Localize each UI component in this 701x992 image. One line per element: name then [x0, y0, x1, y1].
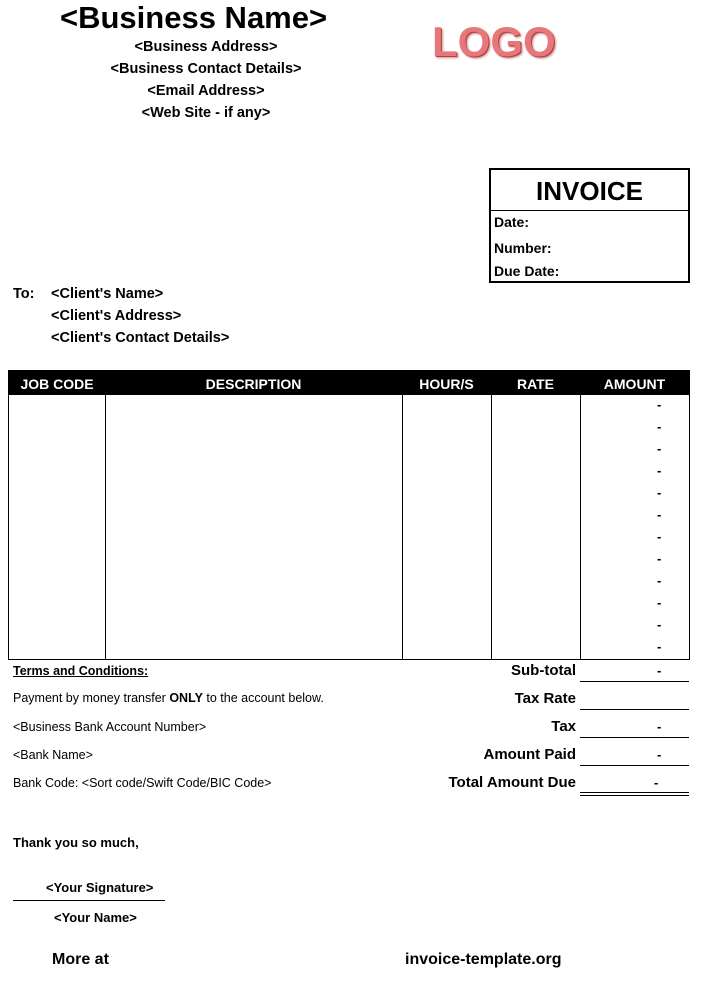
amount-cell: - [657, 507, 662, 522]
header-hours: HOUR/S [419, 376, 474, 392]
line-items-table [8, 370, 690, 660]
header-job-code: JOB CODE [20, 376, 94, 392]
amount-cell: - [657, 529, 662, 544]
client-address: <Client's Address> [51, 308, 182, 324]
amount-cell: - [657, 573, 662, 588]
invoice-info-box [489, 168, 690, 283]
client-name: <Client's Name> [51, 286, 164, 302]
invoice-title: INVOICE [491, 170, 688, 211]
column-divider [580, 395, 581, 659]
business-contact: <Business Contact Details> [110, 61, 302, 77]
logo: LOGO [432, 18, 556, 65]
business-email: <Email Address> [147, 83, 265, 99]
business-name: <Business Name> [60, 0, 328, 35]
signature-placeholder: <Your Signature> [46, 880, 154, 895]
tax-underline [580, 737, 689, 738]
business-address: <Business Address> [134, 39, 278, 55]
total-due-value: - [654, 775, 659, 790]
bank-account: <Business Bank Account Number> [13, 720, 207, 734]
header-amount: AMOUNT [603, 376, 666, 392]
amount-cell: - [657, 595, 662, 610]
amount-cell: - [657, 419, 662, 434]
bank-name: <Bank Name> [13, 748, 93, 762]
amount-cell: - [657, 441, 662, 456]
your-name: <Your Name> [54, 910, 137, 925]
amount-cell: - [657, 463, 662, 478]
amount-paid-label: Amount Paid [483, 746, 576, 763]
amount-cell: - [657, 485, 662, 500]
terms-title: Terms and Conditions: [13, 664, 149, 678]
terms-payment-suffix: to the account below. [202, 691, 324, 705]
column-divider [491, 395, 492, 659]
invoice-date-label: Date: [494, 214, 530, 230]
amount-paid-value: - [657, 747, 662, 762]
tax-value: - [657, 719, 662, 734]
signature-line [13, 900, 165, 901]
amount-cell: - [657, 617, 662, 632]
invoice-due-date-label: Due Date: [494, 263, 560, 279]
column-divider [402, 395, 403, 659]
terms-payment-only: ONLY [169, 691, 203, 705]
amount-cell: - [657, 639, 662, 654]
terms-payment-prefix: Payment by money transfer [13, 691, 170, 705]
subtotal-label: Sub-total [511, 662, 576, 679]
footer-more-at: More at [52, 951, 109, 968]
footer-site: invoice-template.org [405, 951, 562, 968]
total-due-underline-1 [580, 792, 689, 793]
amount-paid-underline [580, 765, 689, 766]
subtotal-value: - [657, 663, 662, 678]
tax-rate-label: Tax Rate [514, 690, 576, 707]
total-due-label: Total Amount Due [448, 774, 576, 791]
client-contact: <Client's Contact Details> [51, 330, 230, 346]
total-due-underline-2 [580, 795, 689, 796]
table-header [9, 371, 689, 395]
bank-code: Bank Code: <Sort code/Swift Code/BIC Code> [13, 776, 272, 790]
tax-rate-underline [580, 709, 689, 710]
tax-label: Tax [551, 718, 576, 735]
amount-cell: - [657, 397, 662, 412]
column-divider [105, 395, 106, 659]
subtotal-underline [580, 681, 689, 682]
header-description: DESCRIPTION [205, 376, 302, 392]
invoice-number-label: Number: [494, 240, 552, 256]
header-rate: RATE [516, 376, 555, 392]
to-label: To: [13, 286, 35, 302]
thank-you-note: Thank you so much, [13, 835, 139, 850]
amount-cell: - [657, 551, 662, 566]
business-website: <Web Site - if any> [141, 105, 271, 121]
